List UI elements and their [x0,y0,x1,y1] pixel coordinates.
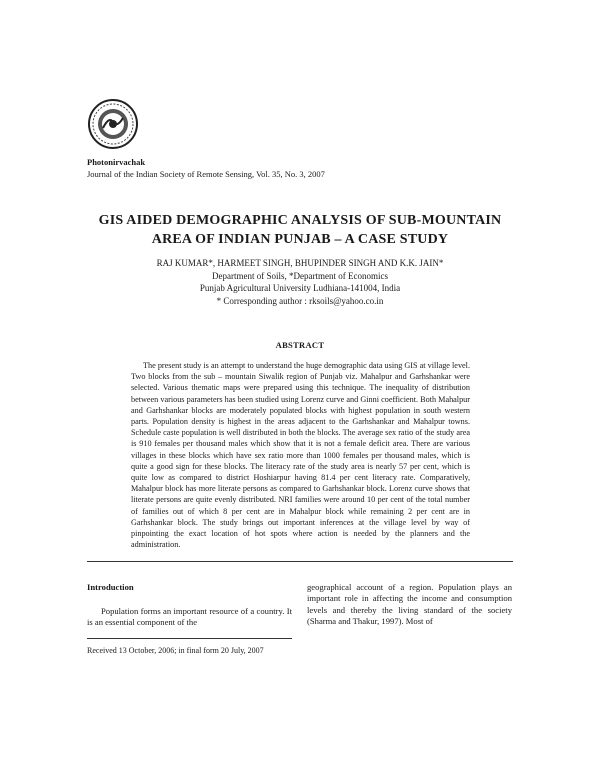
received-footnote: Received 13 October, 2006; in final form 20 July, 2007 [87,646,264,655]
introduction-heading: Introduction [87,582,134,592]
footnote-divider [87,638,292,639]
author-university: Punjab Agricultural University Ludhiana-141004, India [199,283,401,293]
title-line-1: GIS AIDED DEMOGRAPHIC ANALYSIS OF SUB-MOUNTAIN [98,213,502,228]
abstract-text: The present study is an attempt to understand the huge demographic data using GIS at village level. Two blocks from the sub – mountain Siwalik region of Punjab viz. Mahalpur and Garhshankar were selected. Various thematic maps were prepared using this technique. The inequality of distribution between various parameters has been studied using Lorenz curve and Ginni coefficient. Both Mahalpur and Garhshankar blocks are moderately populated blocks with highest population in south western parts. Population density is highest in the areas adjacent to the Garhshankar and Mahalpur towns. Schedule caste population is well distributed in both the blocks. The average sex ratio of the study area is 910 females per thousand males which show that it is not a female deficit area. There are various villages in these blocks which have sex ratio more than 1000 females per thousand males, which is quite a good sign for these blocks. The literacy rate of the study area is nearly 57 per cent, which is quite low as compared to district Hoshiarpur having 81.4 per cent literacy rate. Comparatively, Mahalpur block has more literate persons as compared to Garhshankar block. Lorenz curve shows that literate persons are quite evenly distributed. NRI families were around 10 per cent of the total number of families out of which 8 per cent are in Mahalpur block while remaining 2 per cent are in Garhshankar block. The study brings out important inferences at the village level by way of pinpointing the exact location of hot spots where action is needed by the planners and the administration. [131,361,470,550]
introduction-left-column: Population forms an important resource of a country. It is an essential component of the [87,606,292,628]
journal-name: Photonirvachak [87,157,146,167]
author-department: Department of Soils, *Department of Economics [212,270,388,281]
journal-info: Journal of the Indian Society of Remote Sensing, Vol. 35, No. 3, 2007 [87,169,325,179]
author-names: RAJ KUMAR*, HARMEET SINGH, BHUPINDER SINGH AND K.K. JAIN* [156,258,444,268]
society-emblem-icon [87,98,139,150]
corresponding-author: * Corresponding author : rksoils@yahoo.co.in [216,295,384,306]
author-block [60,257,540,307]
paper-title [60,211,540,249]
section-divider [87,561,513,562]
abstract-heading: ABSTRACT [275,340,325,350]
introduction-right-column: geographical account of a region. Population plays an important role in affecting the income and consumption levels and thereby the living standard of the society (Sharma and Thakur, 1997). Most of [307,582,512,627]
title-line-2: AREA OF INDIAN PUNJAB – A CASE STUDY [151,232,449,247]
